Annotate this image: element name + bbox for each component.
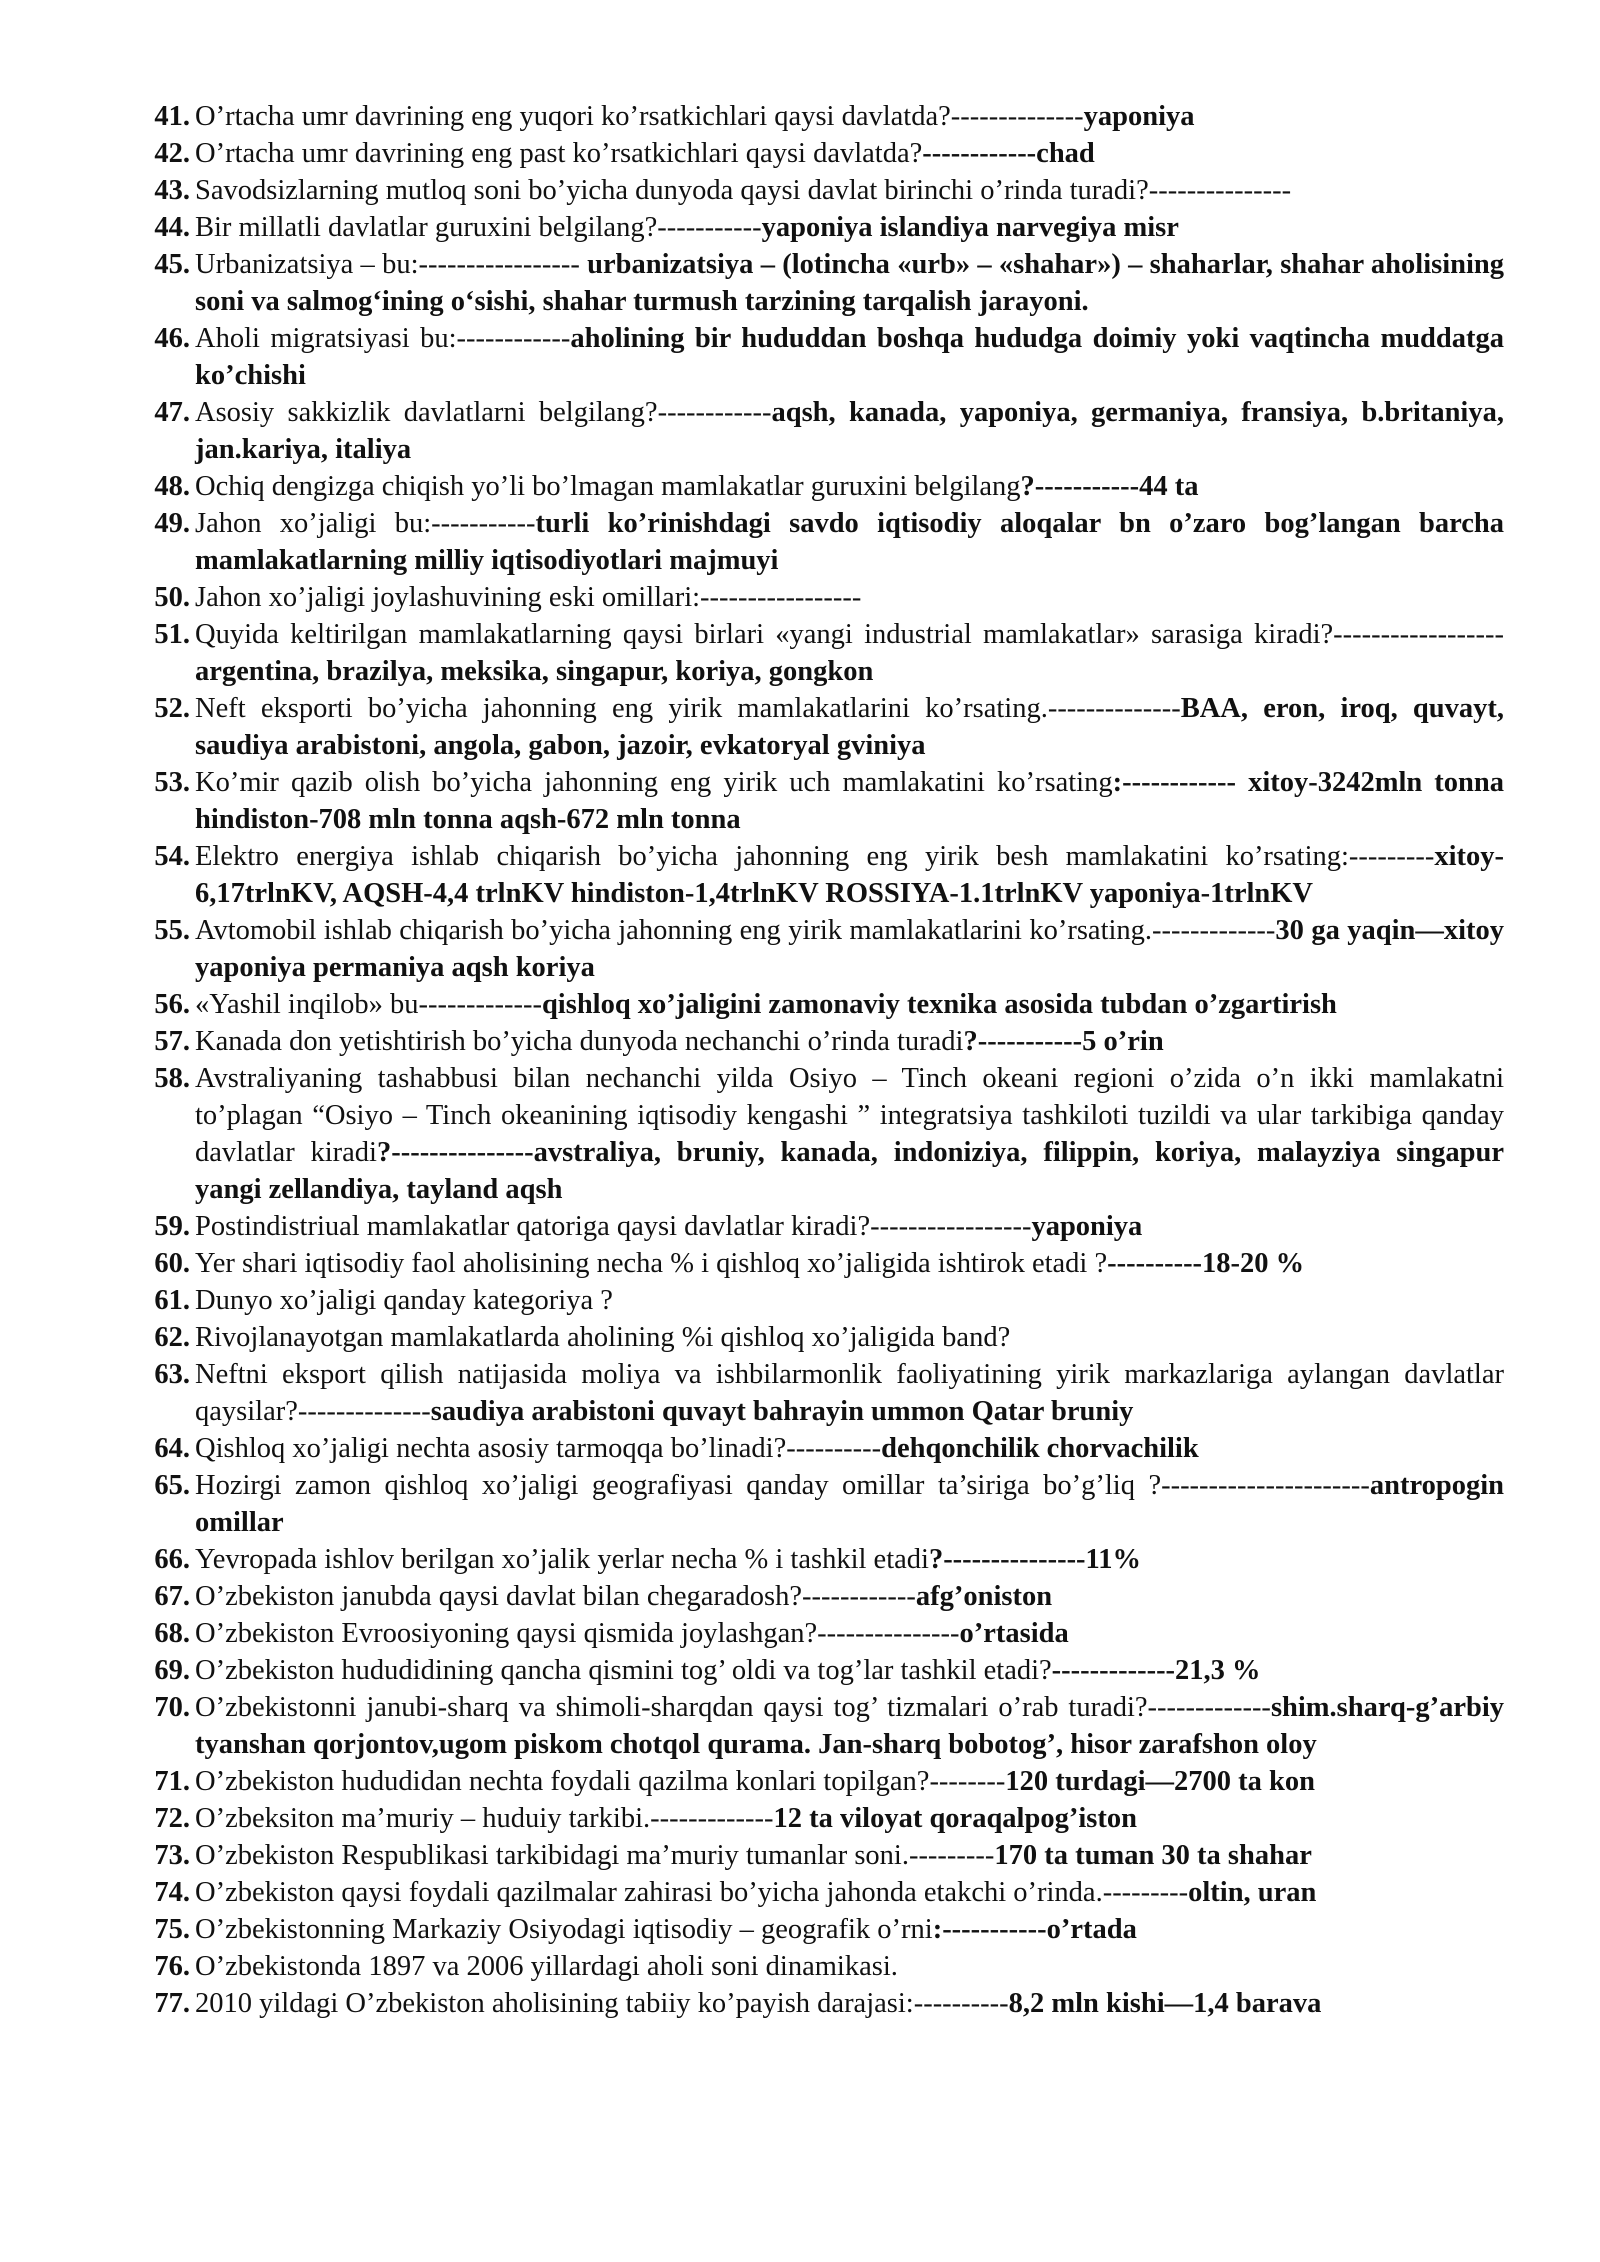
answer-text: aqsh, kanada, yaponiya, germaniya, fransiya, b.britaniya, jan.kariya, italiya xyxy=(195,397,1504,465)
list-item xyxy=(148,1948,1504,1985)
answer-text: oltin, uran xyxy=(1188,1877,1317,1908)
question-number: 49. xyxy=(154,508,190,539)
question-number: 54. xyxy=(154,841,190,872)
list-item xyxy=(148,1208,1504,1245)
question-text: O’zbekiston hududidan nechta foydali qazilma konlari topilgan?-------- xyxy=(195,1766,1006,1797)
answer-text: qishloq xo’jaligini zamonaviy texnika asosida tubdan o’zgartirish xyxy=(541,989,1337,1020)
answer-text: ----------18-20 % xyxy=(1107,1248,1305,1279)
question-text: Ko’mir qazib olish bo’yicha jahonning eng yirik uch mamlakatini ko’rsating xyxy=(195,767,1113,798)
list-item xyxy=(148,1911,1504,1948)
question-number: 53. xyxy=(154,767,190,798)
question-text: Hozirgi zamon qishloq xo’jaligi geografiyasi qanday omillar ta’siriga bo’g’liq ?---------------------- xyxy=(195,1470,1370,1501)
list-item xyxy=(148,468,1504,505)
list-item xyxy=(148,246,1504,320)
list-item xyxy=(148,1689,1504,1763)
question-number: 62. xyxy=(154,1322,190,1353)
question-number: 41. xyxy=(154,101,190,132)
answer-text: argentina, brazilya, meksika, singapur, koriya, gongkon xyxy=(195,656,874,687)
question-text: Neft eksporti bo’yicha jahonning eng yirik mamlakatlarini ko’rsating.-------------- xyxy=(195,693,1181,724)
answer-text: dehqonchilik chorvachilik xyxy=(881,1433,1199,1464)
answer-text: afg’oniston xyxy=(915,1581,1053,1612)
question-text: Jahon xo’jaligi joylashuvining eski omillari:----------------- xyxy=(195,582,862,613)
question-number: 50. xyxy=(154,582,190,613)
answer-text: saudiya arabistoni quvayt bahrayin ummon Qatar bruniy xyxy=(430,1396,1134,1427)
answer-text: yaponiya islandiya narvegiya misr xyxy=(761,212,1179,243)
question-text: Kanada don yetishtirish bo’yicha dunyoda nechanchi o’rinda turadi xyxy=(195,1026,964,1057)
question-text: Avstraliyaning tashabbusi bilan nechanchi yilda Osiyo – Tinch okeani regioni o’zida o’n ikki mamlakatni to’plagan “Osiyo – Tinch okeanining iqtisodiy kengashi ” integratsiya tashkiloti tuzildi va ular tarkibiga qanday davlatlar kiradi xyxy=(195,1063,1504,1168)
question-number: 60. xyxy=(154,1248,190,1279)
question-text: Urbanizatsiya – bu:----------------- xyxy=(195,249,588,280)
question-list xyxy=(148,98,1504,2022)
answer-text: o’rtasida xyxy=(959,1618,1069,1649)
question-text: Avtomobil ishlab chiqarish bo’yicha jahonning eng yirik mamlakatlarini ko’rsating.------------- xyxy=(195,915,1276,946)
list-item xyxy=(148,579,1504,616)
answer-text: 170 ta tuman 30 ta shahar xyxy=(994,1840,1312,1871)
answer-text: :------------ xitoy-3242mln tonna hindiston-708 mln tonna aqsh-672 mln tonna xyxy=(195,767,1504,835)
answer-text: antropogin omillar xyxy=(195,1470,1504,1538)
list-item xyxy=(148,1615,1504,1652)
answer-text: 12 ta viloyat qoraqalpog’iston xyxy=(773,1803,1137,1834)
list-item xyxy=(148,1985,1504,2022)
list-item xyxy=(148,394,1504,468)
question-number: 58. xyxy=(154,1063,190,1094)
question-number: 69. xyxy=(154,1655,190,1686)
question-number: 64. xyxy=(154,1433,190,1464)
question-text: Qishloq xo’jaligi nechta asosiy tarmoqqa bo’linadi?---------- xyxy=(195,1433,882,1464)
question-number: 71. xyxy=(154,1766,190,1797)
question-text: Postindistriual mamlakatlar qatoriga qaysi davlatlar kiradi?----------------- xyxy=(195,1211,1032,1242)
question-text: Aholi migratsiyasi bu:------------ xyxy=(195,323,571,354)
answer-text: 120 turdagi—2700 ta kon xyxy=(1005,1766,1315,1797)
question-text: Rivojlanayotgan mamlakatlarda aholining %i qishloq xo’jaligida band? xyxy=(195,1322,1011,1353)
list-item xyxy=(148,1245,1504,1282)
question-number: 68. xyxy=(154,1618,190,1649)
answer-text: aholining bir hududdan boshqa hududga doimiy yoki vaqtincha muddatga ko’chishi xyxy=(195,323,1504,391)
list-item xyxy=(148,1652,1504,1689)
answer-text: 30 ga yaqin—xitoy yaponiya permaniya aqsh koriya xyxy=(195,915,1505,983)
question-number: 43. xyxy=(154,175,190,206)
list-item xyxy=(148,172,1504,209)
list-item xyxy=(148,1356,1504,1430)
question-number: 61. xyxy=(154,1285,190,1316)
answer-text: turli ko’rinishdagi savdo iqtisodiy aloqalar bn o’zaro bog’langan barcha mamlakatlarning milliy iqtisodiyotlari majmuyi xyxy=(195,508,1505,576)
question-number: 55. xyxy=(154,915,190,946)
question-number: 46. xyxy=(154,323,190,354)
answer-text: ?---------------avstraliya, bruniy, kanada, indoniziya, filippin, koriya, malayziya singapur yangi zellandiya, tayland aqsh xyxy=(195,1137,1505,1205)
question-number: 74. xyxy=(154,1877,190,1908)
list-item xyxy=(148,1763,1504,1800)
question-number: 42. xyxy=(154,138,190,169)
question-number: 51. xyxy=(154,619,190,650)
list-item xyxy=(148,1023,1504,1060)
question-number: 75. xyxy=(154,1914,190,1945)
question-number: 52. xyxy=(154,693,190,724)
list-item xyxy=(148,1430,1504,1467)
question-text: O’zbekistonni janubi-sharq va shimoli-sharqdan qaysi tog’ tizmalari o’rab turadi?------------- xyxy=(195,1692,1271,1723)
question-text: Savodsizlarning mutloq soni bo’yicha dunyoda qaysi davlat birinchi o’rinda turadi?--------------- xyxy=(195,175,1292,206)
question-number: 76. xyxy=(154,1951,190,1982)
list-item xyxy=(148,616,1504,690)
list-item xyxy=(148,1874,1504,1911)
question-text: Elektro energiya ishlab chiqarish bo’yicha jahonning eng yirik besh mamlakatini ko’rsating:--------- xyxy=(195,841,1435,872)
question-text: O’zbekistonning Markaziy Osiyodagi iqtisodiy – geografik o’rni xyxy=(195,1914,933,1945)
question-text: «Yashil inqilob» bu------------- xyxy=(195,989,542,1020)
question-number: 56. xyxy=(154,989,190,1020)
question-text: Ochiq dengizga chiqish yo’li bo’lmagan mamlakatlar guruxini belgilang xyxy=(195,471,1021,502)
question-text: O’zbekiston Respublikasi tarkibidagi ma’muriy tumanlar soni.--------- xyxy=(195,1840,995,1871)
question-text: 2010 yildagi O’zbekiston aholisining tabiiy ko’payish darajasi:---------- xyxy=(195,1988,1009,2019)
question-number: 59. xyxy=(154,1211,190,1242)
list-item xyxy=(148,505,1504,579)
list-item xyxy=(148,912,1504,986)
answer-text: ?-----------44 ta xyxy=(1020,471,1199,502)
question-number: 72. xyxy=(154,1803,190,1834)
answer-text: -------------21,3 % xyxy=(1051,1655,1261,1686)
list-item xyxy=(148,838,1504,912)
list-item xyxy=(148,320,1504,394)
list-item xyxy=(148,1578,1504,1615)
answer-text: yaponiya xyxy=(1031,1211,1143,1242)
question-number: 65. xyxy=(154,1470,190,1501)
question-text: O’zbekiston hududidining qancha qismini tog’ oldi va tog’lar tashkil etadi? xyxy=(195,1655,1052,1686)
answer-text: urbanizatsiya – (lotincha «urb» – «shahar») – shaharlar, shahar aholisining soni va salmog‘ining o‘sishi, shahar turmush tarzining tarqalish jarayoni. xyxy=(195,249,1504,317)
list-item xyxy=(148,1319,1504,1356)
question-text: Quyida keltirilgan mamlakatlarning qaysi birlari «yangi industrial mamlakatlar» sarasiga kiradi?------------------ xyxy=(195,619,1504,650)
answer-text: :-----------o’rtada xyxy=(932,1914,1137,1945)
list-item xyxy=(148,764,1504,838)
question-number: 47. xyxy=(154,397,190,428)
answer-text: ?---------------11% xyxy=(928,1544,1141,1575)
question-number: 77. xyxy=(154,1988,190,2019)
question-text: Jahon xo’jaligi bu:----------- xyxy=(195,508,536,539)
list-item xyxy=(148,1541,1504,1578)
list-item xyxy=(148,1282,1504,1319)
list-item xyxy=(148,986,1504,1023)
question-number: 48. xyxy=(154,471,190,502)
question-text: O’zbekistonda 1897 va 2006 yillardagi aholi soni dinamikasi. xyxy=(195,1951,898,1982)
question-number: 57. xyxy=(154,1026,190,1057)
question-text: O’rtacha umr davrining eng past ko’rsatkichlari qaysi davlatda? xyxy=(195,138,923,169)
answer-text: ?-----------5 o’rin xyxy=(963,1026,1164,1057)
answer-text: ------------chad xyxy=(922,138,1095,169)
list-item xyxy=(148,135,1504,172)
question-text: O’zbekiston qaysi foydali qazilmalar zahirasi bo’yicha jahonda etakchi o’rinda.--------- xyxy=(195,1877,1189,1908)
question-text: O’rtacha umr davrining eng yuqori ko’rsatkichlari qaysi davlatda?-------------- xyxy=(195,101,1084,132)
question-number: 67. xyxy=(154,1581,190,1612)
answer-text: shim.sharq-g’arbiy tyanshan qorjontov,ugom piskom chotqol qurama. Jan-sharq bobotog’, hisor zarafshon oloy xyxy=(195,1692,1504,1760)
question-text: O’zbeksiton ma’muriy – huduiy tarkibi.------------- xyxy=(195,1803,774,1834)
list-item xyxy=(148,1800,1504,1837)
question-number: 70. xyxy=(154,1692,190,1723)
question-text: Yevropada ishlov berilgan xo’jalik yerlar necha % i tashkil etadi xyxy=(195,1544,929,1575)
question-text: Asosiy sakkizlik davlatlarni belgilang?------------ xyxy=(195,397,772,428)
question-text: O’zbekiston Evroosiyoning qaysi qismida joylashgan?--------------- xyxy=(195,1618,960,1649)
question-text: Yer shari iqtisodiy faol aholisining necha % i qishloq xo’jaligida ishtirok etadi ? xyxy=(195,1248,1108,1279)
question-number: 44. xyxy=(154,212,190,243)
question-number: 45. xyxy=(154,249,190,280)
answer-text: BAA, eron, iroq, quvayt, saudiya arabistoni, angola, gabon, jazoir, evkatoryal gviniya xyxy=(195,693,1504,761)
question-number: 63. xyxy=(154,1359,190,1390)
list-item xyxy=(148,1837,1504,1874)
list-item xyxy=(148,1467,1504,1541)
question-text: Neftni eksport qilish natijasida moliya va ishbilarmonlik faoliyatining yirik markazlariga aylangan davlatlar qaysilar?-------------- xyxy=(195,1359,1504,1427)
question-text: Bir millatli davlatlar guruxini belgilang?----------- xyxy=(195,212,762,243)
list-item xyxy=(148,209,1504,246)
answer-text: yaponiya xyxy=(1083,101,1195,132)
list-item xyxy=(148,98,1504,135)
question-text: Dunyo xo’jaligi qanday kategoriya ? xyxy=(195,1285,613,1316)
question-text: O’zbekiston janubda qaysi davlat bilan chegaradosh?------------ xyxy=(195,1581,916,1612)
list-item xyxy=(148,690,1504,764)
list-item xyxy=(148,1060,1504,1208)
answer-text: xitoy-6,17trlnKV, AQSH-4,4 trlnKV hindiston-1,4trlnKV ROSSIYA-1.1trlnKV yaponiya-1trlnKV xyxy=(195,841,1504,909)
answer-text: 8,2 mln kishi—1,4 barava xyxy=(1008,1988,1322,2019)
question-number: 73. xyxy=(154,1840,190,1871)
question-number: 66. xyxy=(154,1544,190,1575)
